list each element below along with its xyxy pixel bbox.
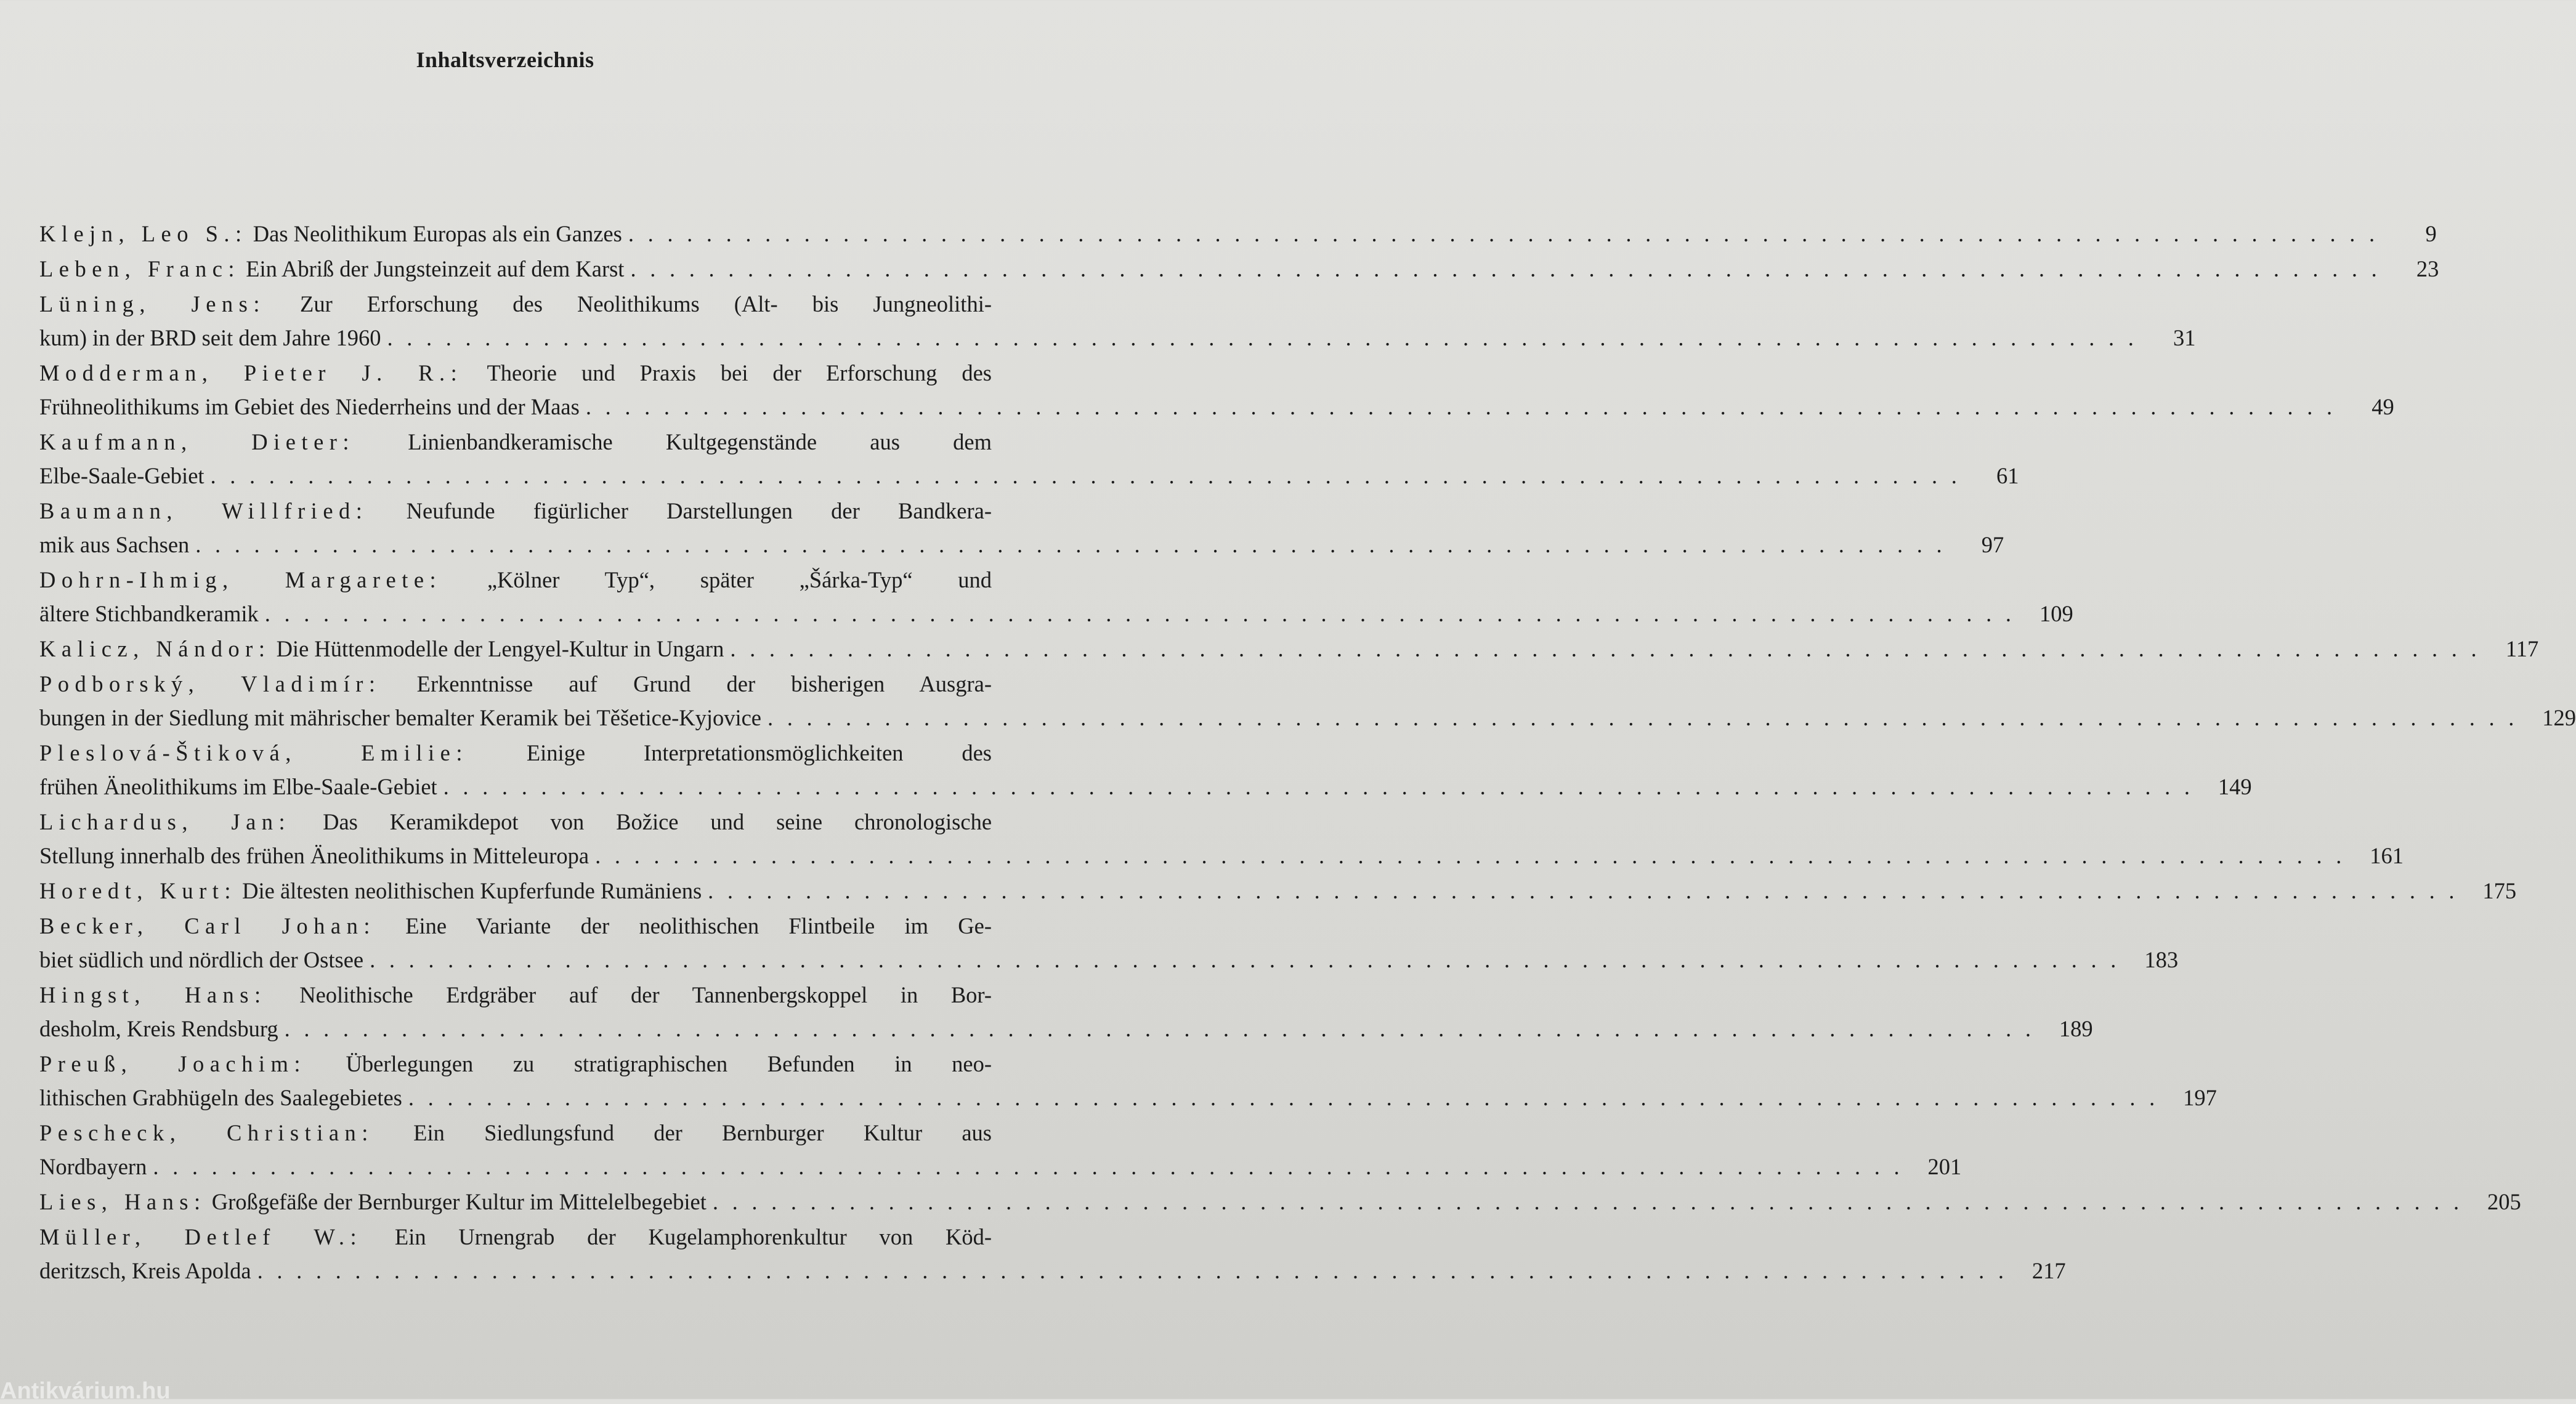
toc-entry [39,1220,2066,1288]
dot-leader: .......................................................................................... [210,463,1971,488]
toc-title-line: deritzsch, Kreis Apolda [39,1258,251,1283]
toc-entry [39,874,2517,908]
toc-entry-last-line [39,1012,2093,1046]
toc-entry-last-line [39,528,2004,562]
toc-page-number: 175 [2482,878,2517,903]
toc-title-line: Nordbayern [39,1154,147,1179]
dot-leader: .......................................................................................... [370,947,2131,972]
toc-title-line: desholm, Kreis Rendsburg [39,1016,278,1041]
toc-entry-line [39,1047,992,1081]
toc-title-line: Theorie und Praxis bei der Erforschung des [487,360,992,385]
toc-title-line: Ein Urnengrab der Kugelamphorenkultur von Köd- [394,1224,992,1249]
toc-entry [39,667,2576,735]
toc-title-line: Ein Abriß der Jungsteinzeit auf dem Karst [246,256,625,281]
toc-page-number: 161 [2370,843,2404,868]
toc-entry-line [39,1220,992,1254]
toc-page-number: 117 [2505,636,2539,661]
toc-author: Horedt, Kurt: [39,878,237,903]
toc-entry-last-line [39,839,2404,873]
toc-entry [39,1185,2521,1219]
toc-page-number: 23 [2416,256,2439,281]
toc-page-number: 183 [2144,947,2179,972]
toc-entry-last-line [39,874,2517,908]
toc-author: Preuß, Joachim: [39,1051,306,1076]
toc-author: Kaufmann, Dieter: [39,429,355,454]
toc-page-number: 217 [2031,1258,2066,1283]
watermark: Antikvárium.hu [0,1378,171,1404]
toc-title-line: Erkenntnisse auf Grund der bisherigen Ausgra- [416,671,992,696]
toc-entry-last-line [39,632,2539,666]
toc-entry [39,494,2004,562]
toc-entry [39,1116,1962,1184]
toc-entry-line [39,494,992,528]
toc-title-line: ältere Stichbandkeramik [39,601,259,626]
dot-leader: .......................................................................................... [257,1258,2018,1283]
dot-leader: .......................................................................................... [630,256,2391,281]
toc-title-line: Ein Siedlungsfund der Bernburger Kultur aus [413,1120,992,1145]
toc-title-line: Einige Interpretationsmöglichkeiten des [526,740,992,765]
toc-page-number: 9 [2425,221,2437,246]
toc-entry-line [39,287,992,321]
toc-entry-last-line [39,1254,2066,1288]
toc-title-line: frühen Äneolithikums im Elbe-Saale-Gebiet [39,774,437,799]
toc-page-number: 149 [2218,774,2252,799]
toc-entry [39,909,2179,977]
toc-author: Modderman, Pieter J. R.: [39,360,463,385]
toc-page-number: 49 [2371,394,2394,419]
toc-page-number: 31 [2173,325,2196,350]
toc-entry [39,356,2394,424]
toc-entry-last-line [39,252,2439,286]
toc-title-line: Stellung innerhalb des frühen Äneolithikums in Mitteleuropa [39,843,589,868]
toc-entry [39,287,2196,355]
dot-leader: .......................................................................................... [712,1189,2473,1214]
toc-page-number: 97 [1981,532,2004,557]
toc-author: Pescheck, Christian: [39,1120,374,1145]
toc-author: Lichardus, Jan: [39,809,291,834]
toc-entry-last-line [39,701,2576,735]
toc-author: Lies, Hans: [39,1189,206,1214]
toc-page-number: 189 [2059,1016,2093,1041]
dot-leader: .......................................................................................... [585,394,2346,419]
toc-entry-line [39,356,992,390]
page-title: Inhaltsverzeichnis [416,47,594,73]
table-of-contents [39,217,2576,1289]
dot-leader: .......................................................................................... [387,325,2148,350]
toc-entry-last-line [39,770,2252,804]
toc-entry [39,1047,2217,1115]
toc-entry-line [39,1116,992,1150]
dot-leader: .......................................................................................... [195,532,1956,557]
toc-entry-line [39,425,992,459]
toc-author: Kalicz, Nándor: [39,636,271,661]
toc-title-line: Die ältesten neolithischen Kupferfunde Rumäniens [242,878,702,903]
toc-entry-line [39,736,992,770]
toc-page-number: 205 [2487,1189,2521,1214]
toc-entry-last-line [39,1150,1962,1184]
toc-entry-last-line [39,943,2179,977]
toc-title-line: Neufunde figürlicher Darstellungen der Bandkera- [406,498,992,523]
toc-title-line: kum) in der BRD seit dem Jahre 1960 [39,325,381,350]
toc-author: Lüning, Jens: [39,291,265,317]
toc-title-line: bungen in der Siedlung mit mährischer bemalter Keramik bei Těšetice-Kyjovice [39,705,762,730]
toc-entry-last-line [39,597,2073,631]
toc-entry-last-line [39,217,2437,251]
toc-title-line: Neolithische Erdgräber auf der Tannenbergskoppel in Bor- [299,982,992,1007]
toc-title-line: Das Neolithikum Europas als ein Ganzes [253,221,622,246]
toc-entry [39,736,2252,804]
toc-title-line: Großgefäße der Bernburger Kultur im Mittelelbegebiet [211,1189,707,1214]
toc-page-number: 61 [1996,463,2019,488]
toc-title-line: Überlegungen zu stratigraphischen Befunden in neo- [346,1051,992,1076]
toc-author: Müller, Detlef W.: [39,1224,363,1249]
dot-leader: .......................................................................................... [628,221,2389,246]
toc-title-line: Das Keramikdepot von Božice und seine chronologische [323,809,992,834]
dot-leader: .......................................................................................... [284,1016,2045,1041]
toc-author: Klejn, Leo S.: [39,221,248,246]
toc-title-line: Elbe-Saale-Gebiet [39,463,205,488]
toc-page-number: 129 [2542,705,2576,730]
dot-leader: .......................................................................................... [768,705,2528,730]
toc-entry [39,978,2093,1046]
dot-leader: .......................................................................................... [595,843,2356,868]
toc-author: Leben, Franc: [39,256,241,281]
toc-author: Hingst, Hans: [39,982,267,1007]
toc-title-line: Linienbandkeramische Kultgegenstände aus dem [408,429,992,454]
toc-title-line: biet südlich und nördlich der Ostsee [39,947,364,972]
toc-title-line: mik aus Sachsen [39,532,190,557]
toc-author: Becker, Carl Johan: [39,913,376,938]
toc-author: Baumann, Willfried: [39,498,368,523]
toc-entry-line [39,805,992,839]
toc-entry-last-line [39,321,2196,355]
toc-title-line: Zur Erforschung des Neolithikums (Alt- bis Jungneolithi- [300,291,992,317]
toc-entry [39,805,2404,873]
toc-entry-line [39,563,992,597]
toc-entry-last-line [39,1185,2521,1219]
toc-title-line: Eine Variante der neolithischen Flintbeile im Ge- [405,913,992,938]
toc-page-number: 201 [1927,1154,1962,1179]
toc-author: Podborský, Vladimír: [39,671,381,696]
dot-leader: .......................................................................................... [708,878,2469,903]
dot-leader: .......................................................................................... [153,1154,1914,1179]
toc-entry [39,217,2437,251]
toc-page-number: 197 [2183,1085,2217,1110]
toc-author: Dohrn-Ihmig, Margarete: [39,567,442,592]
toc-author: Pleslová-Štiková, Emilie: [39,740,469,765]
toc-title-line: Die Hüttenmodelle der Lengyel-Kultur in Ungarn [276,636,724,661]
dot-leader: .......................................................................................... [264,601,2025,626]
toc-entry-last-line [39,459,2019,493]
toc-entry-last-line [39,1081,2217,1115]
toc-entry-line [39,978,992,1012]
toc-entry [39,425,2019,493]
dot-leader: .......................................................................................... [730,636,2491,661]
toc-title-line: lithischen Grabhügeln des Saalegebietes [39,1085,402,1110]
toc-title-line: Frühneolithikums im Gebiet des Niederrheins und der Maas [39,394,580,419]
toc-title-line: „Kölner Typ“, später „Šárka-Typ“ und [487,567,992,592]
dot-leader: .......................................................................................... [443,774,2204,799]
toc-entry-line [39,909,992,943]
toc-entry [39,632,2539,666]
dot-leader: .......................................................................................... [408,1085,2169,1110]
toc-entry [39,252,2439,286]
toc-entry [39,563,2073,631]
toc-page-number: 109 [2039,601,2073,626]
toc-entry-line [39,667,992,701]
toc-entry-last-line [39,390,2394,424]
